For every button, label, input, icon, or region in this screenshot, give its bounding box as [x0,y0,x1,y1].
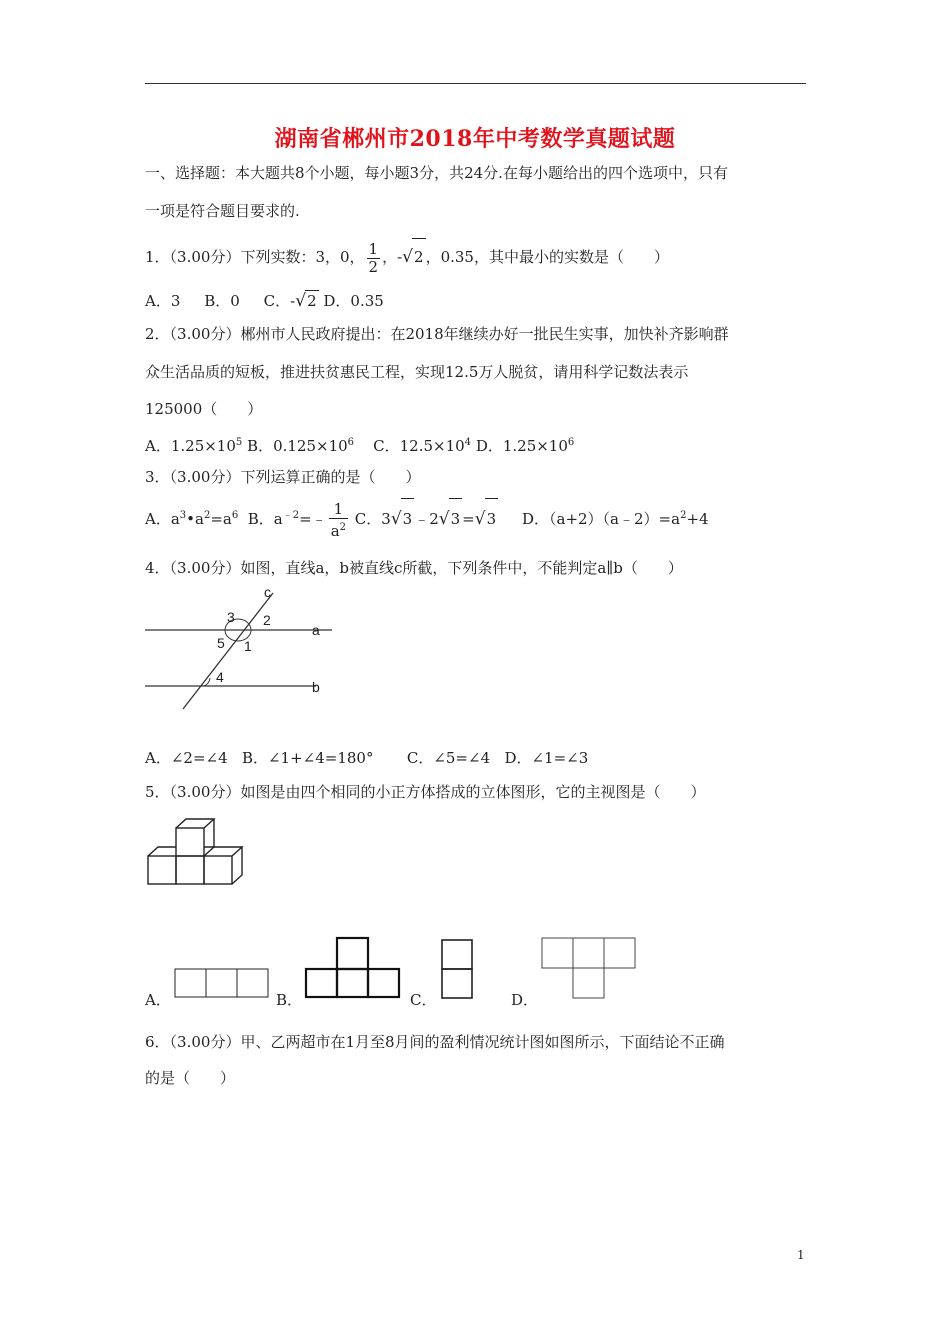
fig-d-square-3 [604,938,635,968]
label-angle-5: 5 [217,635,225,651]
q3-c-rad3: 3 [485,498,499,539]
q5-option-b: B． [276,991,303,1009]
fig-a-square-2 [206,969,237,997]
radical-icon: √ [402,247,414,267]
q1-option-c-label: C． [263,292,291,310]
q3-option-d [522,510,709,528]
q2-option-d-exp: 6 [567,437,575,448]
q3-c-rad1: 3 [401,498,415,539]
cube-edge-right-top [204,847,242,884]
cube-edge-top-top [176,819,214,847]
q3-b-exp: ﹣2 [282,510,300,521]
label-angle-1: 1 [244,638,252,654]
q2-options [145,433,574,456]
q3-a-eq: =a [210,510,232,528]
q1-suffix: ，0.35，其中最小的实数是（ ） [425,248,669,266]
q4-option-c: C．∠5=∠4 [406,749,491,767]
q2-option-b-text: B．0.125×10 [247,437,348,455]
fig-b-square-top [337,938,368,969]
q1-frac-den: 2 [368,257,379,276]
fig-b-square-2 [337,969,368,997]
q3-a-mid: •a [186,510,204,528]
q1-option-b: B．0 [204,292,240,310]
q2-option-a [145,437,242,455]
q3-b-den-base: a [330,521,340,540]
q2-option-c-exp: 4 [464,437,472,448]
fig-a-square-3 [237,969,268,997]
q3-option-b [247,499,350,540]
q4-option-b: B．∠1+∠4=180° [241,749,374,767]
q5-stem: 5．（3.00分）如图是由四个相同的小正方体搭成的立体图形，它的主视图是（ ） [145,783,706,801]
q1-sep: ， [382,248,398,266]
q2-option-c-text: C．12.5×10 [373,437,465,455]
q4-option-a: A．∠2=∠4 [145,749,228,767]
q3-option-c [355,510,498,528]
label-c: c [264,584,271,600]
radical-icon: √ [438,509,450,529]
q3-options [145,496,709,540]
q3-a-exp2: 2 [203,510,211,521]
cube-front-1 [148,856,176,884]
q2-option-c [373,437,471,455]
q2-option-d-text: D．1.25×10 [475,437,568,455]
q1-option-a: A．3 [145,292,181,310]
fig-c-square-top [442,940,472,969]
radical-icon: √ [390,509,402,529]
q1-option-c-radicand: 2 [307,292,317,310]
q2-option-d [476,437,574,455]
q1-options [145,290,384,311]
q6-line1: 6．（3.00分）甲、乙两超市在1月至8月间的盈利情况统计图如图所示，下面结论不正确 [145,1033,725,1051]
cube-front-top [176,828,204,856]
q5-figure-b [306,938,399,997]
cube-front-3 [204,856,232,884]
q3-b-den [329,519,348,540]
q2-option-a-text: A．1.25×10 [145,437,236,455]
page-title: 湖南省郴州市2018年中考数学真题试题 [274,126,676,152]
q5-figure-c [442,940,472,998]
label-angle-4: 4 [216,669,224,685]
q3-option-a [145,510,238,528]
q5-option-c: C． [410,991,437,1009]
cube-front-2 [176,856,204,884]
label-angle-3: 3 [227,609,235,625]
q2-line3: 125000（ ） [145,400,263,418]
cube-edge-left-top [148,847,176,856]
q4-parallel-lines-figure [140,585,340,715]
q3-stem: 3．（3.00分）下列运算正确的是（ ） [145,468,421,486]
q3-b-fraction [329,501,348,540]
q3-c-mid: ﹣2 [414,510,439,528]
radical-icon: √ [474,509,486,529]
q3-d-text: D．（a+2）（a﹣2）=a [521,510,681,528]
header-rule [145,83,806,84]
q5-figure-d [542,938,635,998]
q3-c-rad2: 3 [449,498,463,539]
fig-d-square-1 [542,938,573,968]
q4-stem: 4．（3.00分）如图，直线a，b被直线c所截，下列条件中，不能判定a∥b（ ） [145,559,683,577]
q5-option-d: D． [511,991,539,1009]
q1-radicand: 2 [412,238,426,275]
fig-b-square-3 [368,969,399,997]
angle-arc-4 [204,678,210,686]
label-angle-2: 2 [263,612,271,628]
q3-c-eq: = [462,510,475,528]
q1-prefix: 1．（3.00分）下列实数：3，0， [145,248,365,266]
label-a: a [312,622,320,638]
q3-d-tail: +4 [686,510,709,528]
q3-a-base: A．a [145,510,180,528]
q1-option-c [264,292,319,310]
section-intro-line2: 一项是符合题目要求的. [145,202,300,220]
q1-frac-num: 1 [368,239,379,258]
q3-c-coef: C．3 [354,510,391,528]
q3-b-num: 1 [329,501,348,519]
q5-option-a: A． [145,991,171,1009]
question-1 [145,238,669,276]
q1-option-c-neg: - [290,292,296,310]
fig-d-square-bottom [573,968,604,998]
q2-line1: 2．（3.00分）郴州市人民政府提出：在2018年继续办好一批民生实事，加快补齐影响群 [145,325,729,343]
q3-a-exp3: 6 [231,510,239,521]
q2-option-b [247,437,354,455]
q6-line2: 的是（ ） [145,1069,236,1087]
q5-figure-a [175,969,268,997]
q3-b-den-exp: 2 [339,521,347,533]
q5-cube-figure [140,814,250,889]
q3-d-exp: 2 [680,510,687,521]
q2-option-a-exp: 5 [235,437,243,448]
q1-neg: - [397,248,403,266]
q4-options [145,748,588,768]
q2-option-b-exp: 6 [347,437,355,448]
page-number: 1 [797,1248,805,1262]
radical-icon: √ [295,291,307,311]
fig-a-square-1 [175,969,206,997]
q4-option-d: D．∠1=∠3 [504,749,589,767]
label-b: b [312,679,320,695]
q3-b-base: B．a [247,510,283,528]
q1-fraction [367,241,381,276]
q3-a-exp1: 3 [179,510,187,521]
q1-option-d: D．0.35 [323,292,384,310]
q2-line2: 众生活品质的短板，推进扶贫惠民工程，实现12.5万人脱贫，请用科学记数法表示 [145,363,689,381]
section-intro-line1: 一、选择题：本大题共8个小题，每小题3分，共24分.在每小题给出的四个选项中，只有 [145,164,728,182]
q5-options-figures [140,932,660,1007]
fig-c-square-bottom [442,969,472,998]
q3-b-eq: =﹣ [299,510,327,528]
fig-b-square-1 [306,969,337,997]
fig-d-square-2 [573,938,604,968]
